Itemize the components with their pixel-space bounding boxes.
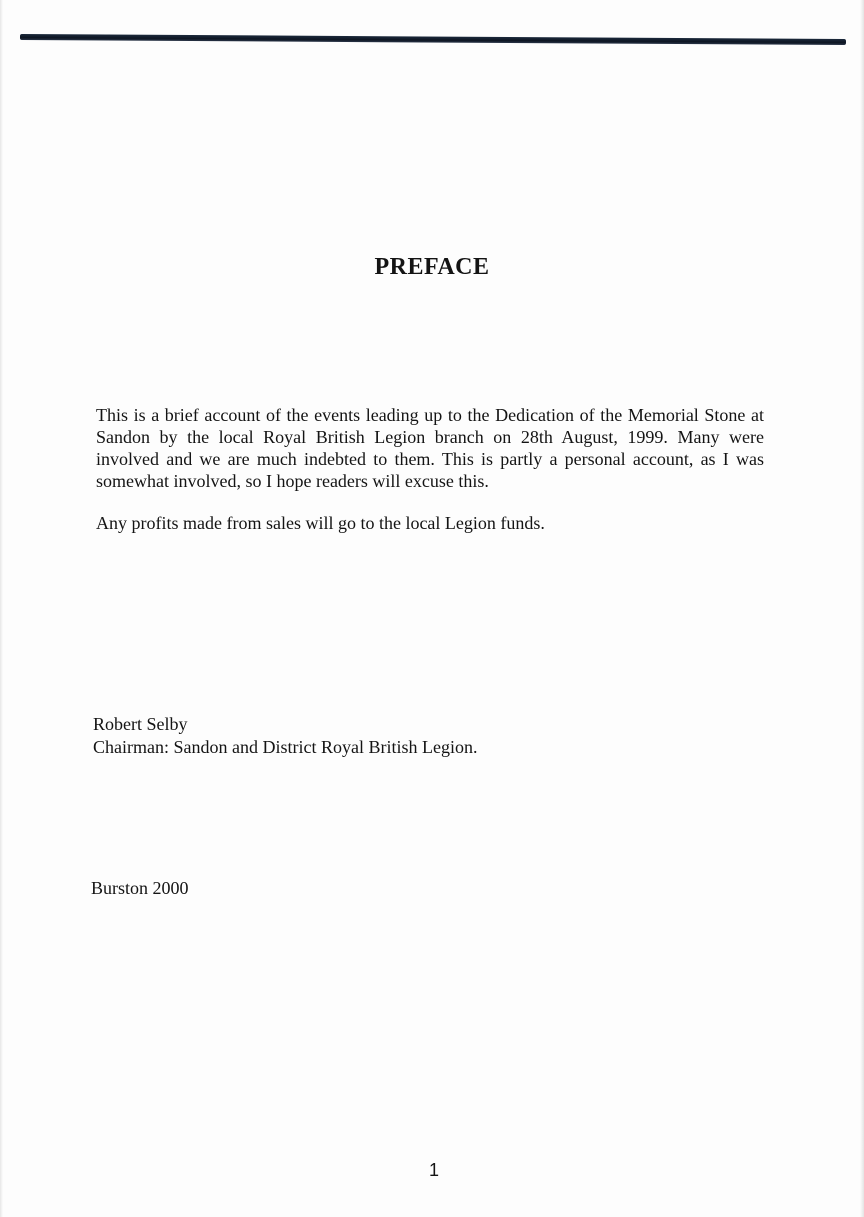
top-rule <box>20 34 846 45</box>
page-number: 1 <box>428 1160 439 1180</box>
page-right-edge <box>860 0 864 1217</box>
author-name: Robert Selby <box>93 714 188 734</box>
signature-block <box>93 713 477 759</box>
preface-body <box>96 404 764 534</box>
preface-paragraph-2: Any profits made from sales will go to the local Legion funds. <box>96 513 545 533</box>
preface-paragraph-1: This is a brief account of the events leading up to the Dedication of the Memorial Stone at Sandon by the local Royal British Legion branch on 28th August, 1999. Many were involved and we are much indebted to them. This is partly a personal account, as I was somewhat involved, so I hope readers will excuse this. <box>96 405 764 491</box>
page-title: PREFACE <box>374 254 490 280</box>
place-date: Burston 2000 <box>91 878 189 898</box>
author-role: Chairman: Sandon and District Royal British Legion. <box>93 737 478 757</box>
page-left-edge <box>0 0 3 1217</box>
